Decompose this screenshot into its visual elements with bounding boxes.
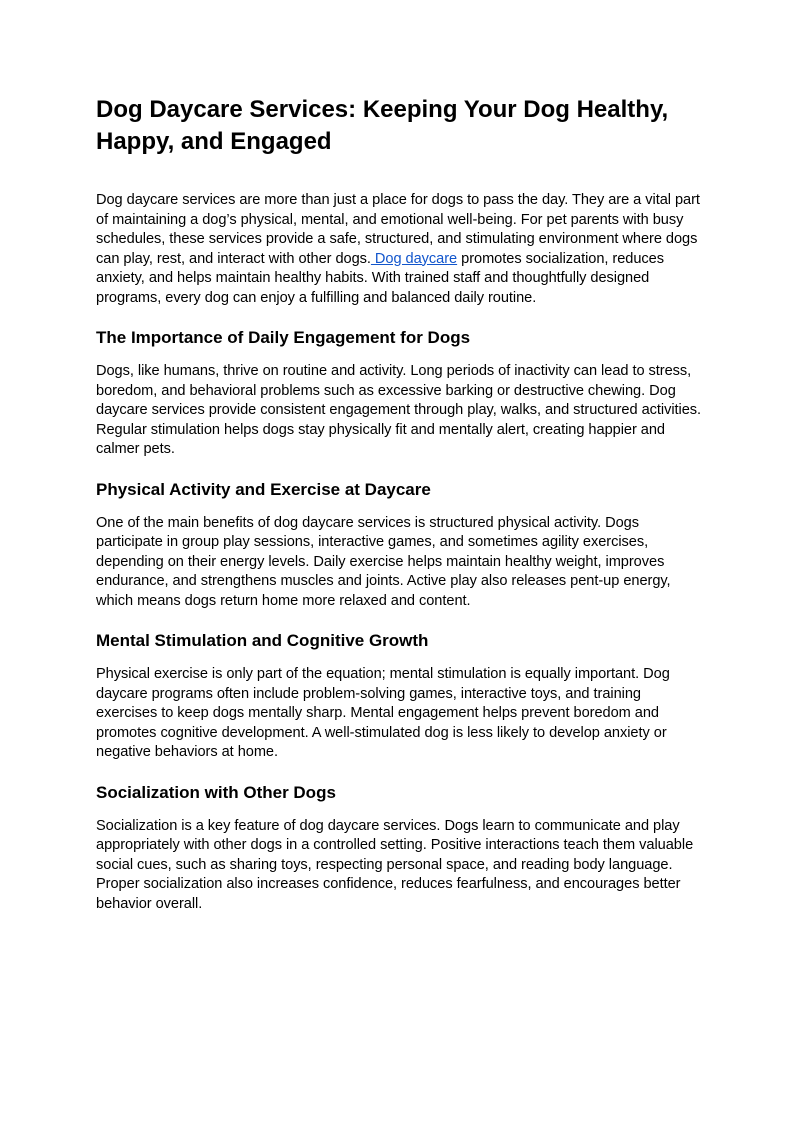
intro-text-before-link: Dog daycare services are more than just a place for dogs to pass the day. They are a vital part of maintaining a dog’s physical, mental, and emotional well-being. For pet parents with busy schedules, these services provide a safe, structured, and stimulating environment where dogs can play, rest, and interact with other dogs. — [96, 192, 700, 267]
dog-daycare-link[interactable]: Dog daycare — [370, 250, 458, 267]
document-title: Dog Daycare Services: Keeping Your Dog Healthy, Happy, and Engaged — [96, 96, 669, 155]
intro-paragraph — [96, 191, 706, 308]
section-body-daily-engagement: Dogs, like humans, thrive on routine and activity. Long periods of inactivity can lead to stress, boredom, and behavioral problems such as excessive barking or destructive chewing. Dog daycare services provide consistent engagement through play, walks, and structured activities. Regular stimulation helps dogs stay physically fit and mentally alert, creating happier and calmer pets. — [96, 363, 702, 457]
section-heading-socialization: Socialization with Other Dogs — [96, 782, 336, 802]
section-heading-mental-stimulation: Mental Stimulation and Cognitive Growth — [96, 631, 429, 650]
section-body-mental-stimulation: Physical exercise is only part of the equation; mental stimulation is equally important. Dog daycare programs often include problem-solving games, interactive toys, and training exercises to keep dogs mentally sharp. Mental engagement helps prevent boredom and promotes cognitive development. A well-stimulated dog is less likely to develop anxiety or negative behaviors at home. — [96, 666, 670, 760]
section-heading-physical-activity: Physical Activity and Exercise at Daycare — [96, 479, 431, 499]
document-page — [96, 94, 706, 933]
intro-text-after-link: promotes socialization, reduces anxiety, and helps maintain healthy habits. With trained staff and thoughtfully designed programs, every dog can enjoy a fulfilling and balanced daily routine. — [96, 250, 664, 306]
section-body-socialization: Socialization is a key feature of dog daycare services. Dogs learn to communicate and play appropriately with other dogs in a controlled setting. Positive interactions teach them valuable social cues, such as sharing toys, respecting personal space, and reading body language. Proper socialization also increases confidence, reduces fearfulness, and encourages better behavior overall. — [96, 817, 694, 912]
section-heading-daily-engagement: The Importance of Daily Engagement for Dogs — [96, 328, 471, 347]
section-body-physical-activity: One of the main benefits of dog daycare services is structured physical activity. Dogs participate in group play sessions, interactive games, and sometimes agility exercises, depending on their energy levels. Daily exercise helps maintain healthy weight, improves endurance, and strengthens muscles and joints. Active play also releases pent-up energy, which means dogs return home more relaxed and content. — [96, 514, 671, 609]
